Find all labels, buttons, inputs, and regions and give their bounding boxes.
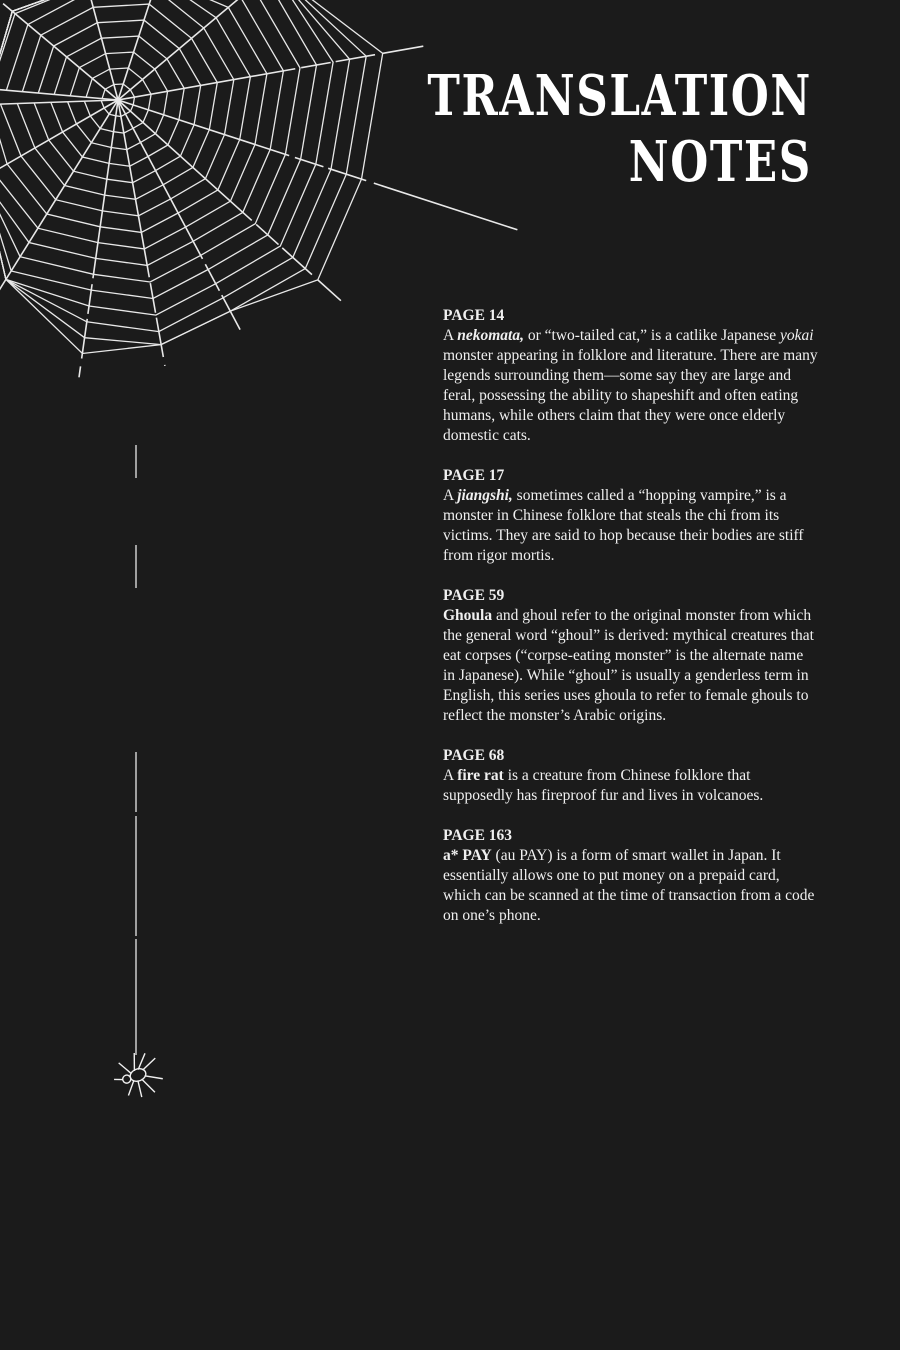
- note-term-2: yokai: [780, 327, 814, 344]
- note-body: sometimes called a “hopping vampire,” is a monster in Chinese folklore that steals the chi from its victims. They are said to hop because their bodies are stiff from rigor mortis.: [443, 487, 804, 564]
- note-term: jiangshi,: [457, 487, 513, 504]
- note-body: (au PAY) is a form of smart wallet in Japan. It essentially allows one to put money on a prepaid card, which can be scanned at the time of transaction from a code on one’s phone.: [443, 847, 815, 924]
- web-ring: [0, 0, 333, 315]
- note-heading: PAGE 68: [443, 747, 505, 764]
- web-spoke: [79, 100, 118, 377]
- web-spoke: [118, 46, 423, 100]
- note-page-14: [443, 306, 818, 446]
- web-spoke: [0, 100, 118, 185]
- web-spoke: [3, 4, 118, 100]
- note-heading: PAGE 163: [443, 827, 513, 844]
- web-spoke: [118, 100, 341, 301]
- title-line-2: NOTES: [628, 129, 812, 195]
- note-heading: PAGE 14: [443, 307, 505, 324]
- page-title: [427, 63, 812, 200]
- note-body: and ghoul refer to the original monster from which the general word “ghoul” is derived: mythical creatures that eat corpses (“corpse-eating monster” is the alternate name in Japanese). While “ghoul” is usually a genderless term in English, this series uses ghoula to refer to female ghouls to reflect the monster’s Arabic origins.: [443, 607, 814, 724]
- note-body: monster appearing in folklore and literature. There are many legends surrounding them—some say they are large and feral, possessing the ability to shapeshift and often eating humans, while others claim that they were once elderly domestic cats.: [443, 347, 818, 444]
- spider-icon: [108, 1047, 166, 1104]
- note-page-68: [443, 746, 818, 806]
- translation-notes-list: [443, 306, 818, 946]
- note-lead: A: [443, 487, 458, 504]
- note-heading: PAGE 17: [443, 467, 505, 484]
- note-page-59: [443, 586, 818, 726]
- note-term: nekomata,: [457, 327, 524, 344]
- note-term: fire rat: [457, 767, 504, 784]
- web-spoke: [0, 88, 118, 100]
- note-page-163: [443, 826, 818, 926]
- note-term: a* PAY: [443, 847, 492, 864]
- note-lead: A: [443, 767, 458, 784]
- note-page-17: [443, 466, 818, 566]
- note-lead-post: or “two-tailed cat,” is a catlike Japanese: [523, 327, 781, 344]
- title-line-1: TRANSLATION: [427, 63, 812, 129]
- note-lead: A: [443, 327, 458, 344]
- note-heading: PAGE 59: [443, 587, 505, 604]
- note-term: Ghoula: [443, 607, 493, 624]
- note-body: is a creature from Chinese folklore that supposedly has fireproof fur and lives in volcanoes.: [443, 767, 764, 804]
